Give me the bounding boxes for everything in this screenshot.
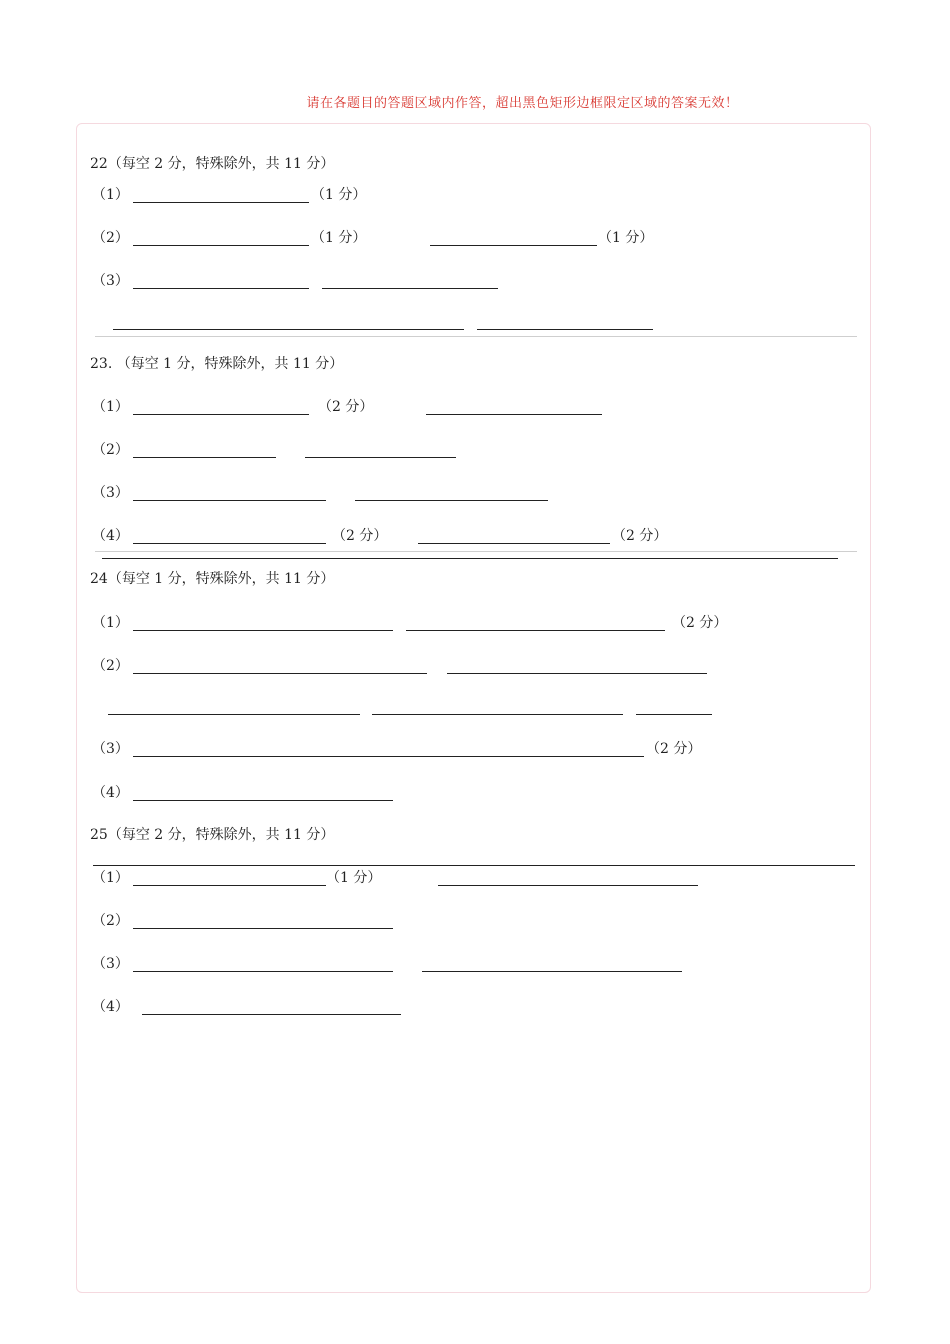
q24-part2-blank1[interactable]	[133, 673, 427, 674]
q24-header: 24（每空 1 分，特殊除外，共 11 分）	[90, 571, 335, 587]
q25-part1-label: （1）	[92, 870, 129, 886]
q23-header: 23. （每空 1 分，特殊除外，共 11 分）	[90, 356, 344, 372]
q25-header: 25（每空 2 分，特殊除外，共 11 分）	[90, 827, 335, 843]
q22-part1-blank1[interactable]	[133, 202, 309, 203]
q23-part1-label: （1）	[92, 399, 129, 415]
q23-part4-blank1[interactable]	[133, 543, 326, 544]
q25-part1-points: （1 分）	[326, 870, 382, 886]
q23-part1-blank1[interactable]	[133, 414, 309, 415]
q25-part1-blank1[interactable]	[133, 885, 326, 886]
q25-part1-blank2[interactable]	[438, 885, 698, 886]
q22-part1-points: （1 分）	[311, 187, 367, 203]
q25-part4-blank1[interactable]	[142, 1014, 401, 1015]
q25-part3-blank1[interactable]	[133, 971, 393, 972]
q23-part4-blank2[interactable]	[418, 543, 610, 544]
q24-part3-blank1[interactable]	[133, 756, 644, 757]
q22-part3-blank1[interactable]	[133, 288, 309, 289]
q24-part2-blank5[interactable]	[636, 714, 712, 715]
q23-part4-points1: （2 分）	[332, 528, 388, 544]
q23-part3-blank1[interactable]	[133, 500, 326, 501]
q23-part1-blank2[interactable]	[426, 414, 602, 415]
q24-part3-points: （2 分）	[646, 741, 702, 757]
q25-part2-label: （2）	[92, 913, 129, 929]
q24-part1-label: （1）	[92, 615, 129, 631]
q24-part4-blank1[interactable]	[133, 800, 393, 801]
q24-part2-blank4[interactable]	[372, 714, 623, 715]
q22-part2-points1: （1 分）	[311, 230, 367, 246]
q24-part1-blank1[interactable]	[133, 630, 393, 631]
q22-part2-points2: （1 分）	[598, 230, 654, 246]
q25-part3-label: （3）	[92, 956, 129, 972]
q25-part3-blank2[interactable]	[422, 971, 682, 972]
q22-part3-blank4[interactable]	[477, 329, 653, 330]
q23-part1-points: （2 分）	[318, 399, 374, 415]
q24-part2-label: （2）	[92, 658, 129, 674]
q25-rule	[93, 865, 855, 866]
q24-part4-label: （4）	[92, 785, 129, 801]
q23-rule	[102, 558, 838, 559]
q23-part3-label: （3）	[92, 485, 129, 501]
q22-part1-label: （1）	[92, 187, 129, 203]
q22-part2-blank2[interactable]	[430, 245, 597, 246]
answer-area-notice: 请在各题目的答题区域内作答，超出黑色矩形边框限定区域的答案无效！	[306, 96, 739, 111]
q23-part4-points2: （2 分）	[612, 528, 668, 544]
q23-separator	[95, 551, 857, 552]
q22-part3-blank2[interactable]	[322, 288, 498, 289]
q23-part4-label: （4）	[92, 528, 129, 544]
q25-part4-label: （4）	[92, 999, 129, 1015]
q23-part3-blank2[interactable]	[355, 500, 548, 501]
q23-part2-blank2[interactable]	[305, 457, 456, 458]
q24-part1-blank2[interactable]	[406, 630, 665, 631]
q24-part2-blank3[interactable]	[108, 714, 360, 715]
q25-part2-blank1[interactable]	[133, 928, 393, 929]
q23-part2-label: （2）	[92, 442, 129, 458]
q22-part2-label: （2）	[92, 230, 129, 246]
q22-header: 22（每空 2 分，特殊除外，共 11 分）	[90, 156, 335, 172]
q22-part3-blank3[interactable]	[113, 329, 464, 330]
answer-frame	[76, 123, 871, 1293]
q24-part3-label: （3）	[92, 741, 129, 757]
q24-part2-blank2[interactable]	[447, 673, 707, 674]
q22-part3-label: （3）	[92, 273, 129, 289]
q23-part2-blank1[interactable]	[133, 457, 276, 458]
q22-part2-blank1[interactable]	[133, 245, 309, 246]
q22-separator	[95, 336, 857, 337]
q24-part1-points: （2 分）	[672, 615, 728, 631]
